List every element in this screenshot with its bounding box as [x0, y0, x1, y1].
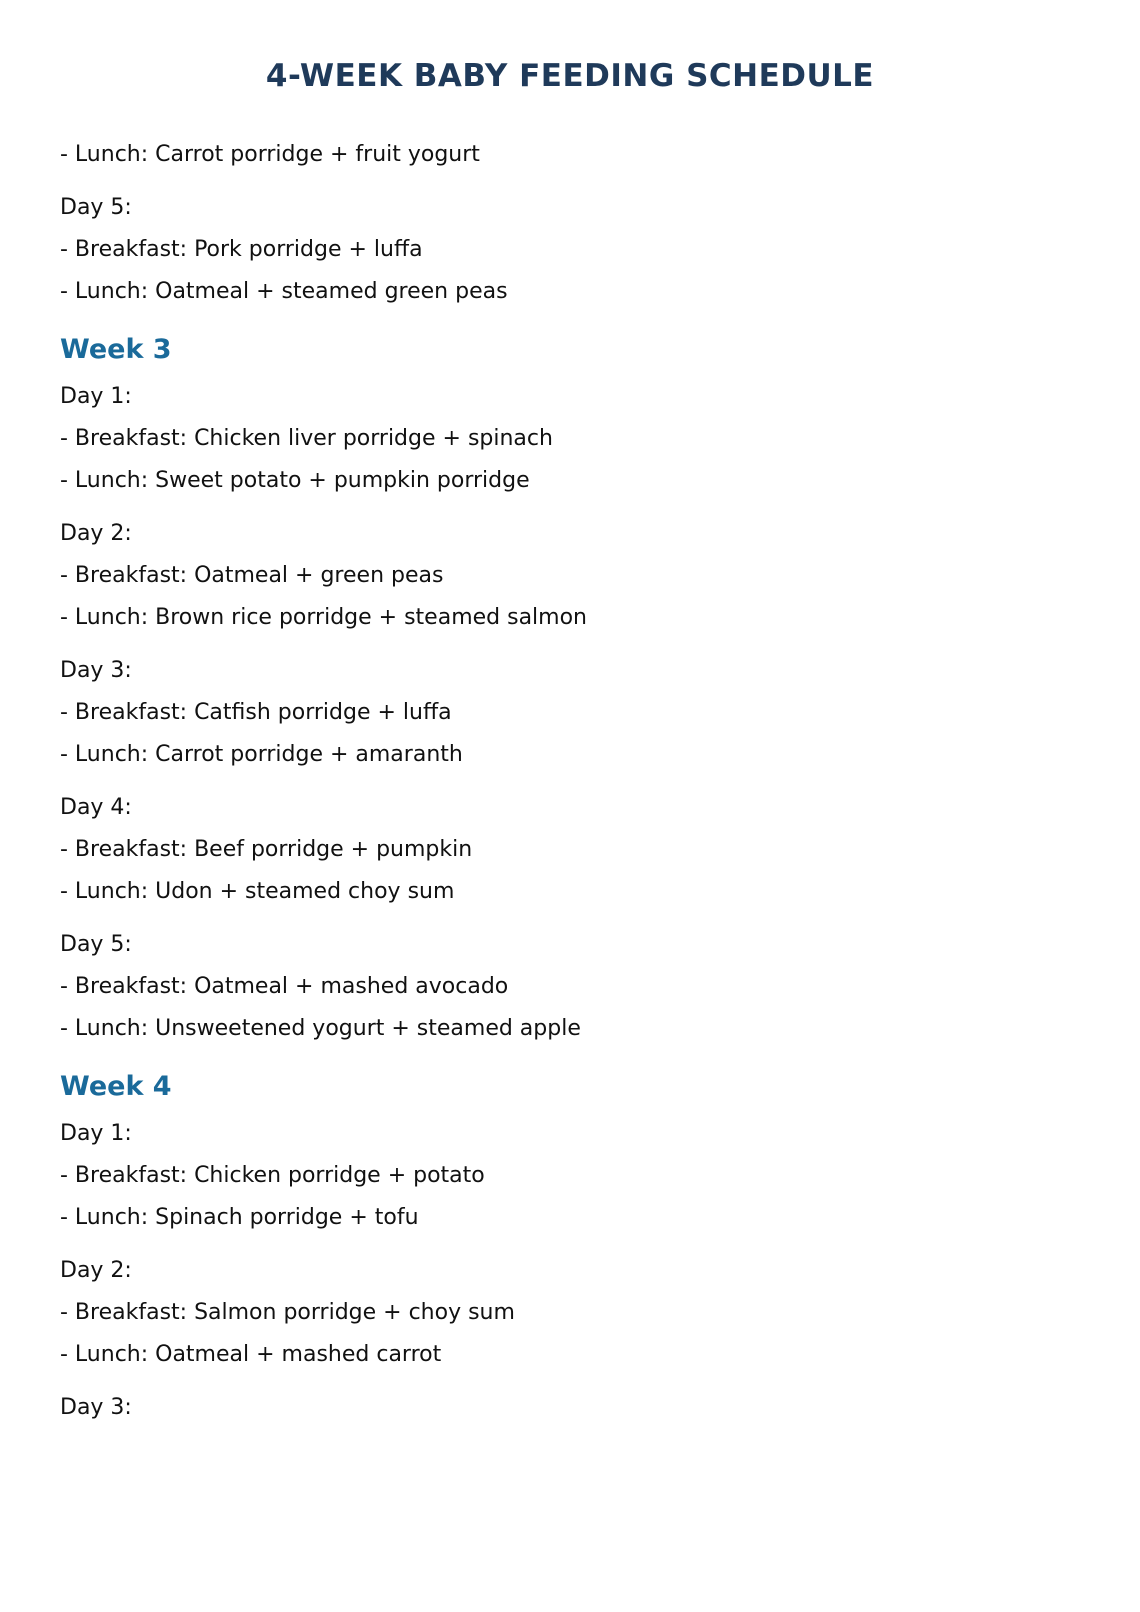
- day-label: Day 2:: [60, 1258, 132, 1283]
- meal-breakfast: - Breakfast: Oatmeal + green peas: [60, 563, 444, 588]
- day-label: Day 1:: [60, 1121, 132, 1146]
- document-title: 4-WEEK BABY FEEDING SCHEDULE: [265, 58, 875, 94]
- meal-lunch: - Lunch: Oatmeal + mashed carrot: [60, 1342, 442, 1367]
- meal-breakfast: - Breakfast: Pork porridge + luffa: [60, 237, 423, 262]
- meal-breakfast: - Breakfast: Chicken liver porridge + spinach: [60, 426, 553, 451]
- day-label: Day 5:: [60, 932, 132, 957]
- meal-lunch: - Lunch: Sweet potato + pumpkin porridge: [60, 468, 530, 493]
- meal-breakfast: - Breakfast: Oatmeal + mashed avocado: [60, 974, 509, 999]
- day-label: Day 2:: [60, 521, 132, 546]
- meal-lunch: - Lunch: Udon + steamed choy sum: [60, 879, 455, 904]
- day-label: Day 4:: [60, 795, 132, 820]
- week-4-heading: Week 4: [60, 1071, 172, 1102]
- day-label: Day 3:: [60, 1395, 132, 1420]
- meal-lunch: - Lunch: Brown rice porridge + steamed salmon: [60, 605, 588, 630]
- week-3-heading: Week 3: [60, 334, 172, 365]
- meal-lunch: - Lunch: Oatmeal + steamed green peas: [60, 279, 508, 304]
- meal-lunch: - Lunch: Carrot porridge + amaranth: [60, 742, 463, 767]
- meal-lunch: - Lunch: Carrot porridge + fruit yogurt: [60, 142, 480, 167]
- day-label: Day 5:: [60, 195, 132, 220]
- meal-breakfast: - Breakfast: Salmon porridge + choy sum: [60, 1300, 515, 1325]
- day-label: Day 3:: [60, 658, 132, 683]
- meal-lunch: - Lunch: Unsweetened yogurt + steamed apple: [60, 1016, 581, 1041]
- meal-breakfast: - Breakfast: Beef porridge + pumpkin: [60, 837, 473, 862]
- meal-breakfast: - Breakfast: Chicken porridge + potato: [60, 1163, 485, 1188]
- meal-breakfast: - Breakfast: Catfish porridge + luffa: [60, 700, 452, 725]
- meal-lunch: - Lunch: Spinach porridge + tofu: [60, 1205, 419, 1230]
- day-label: Day 1:: [60, 384, 132, 409]
